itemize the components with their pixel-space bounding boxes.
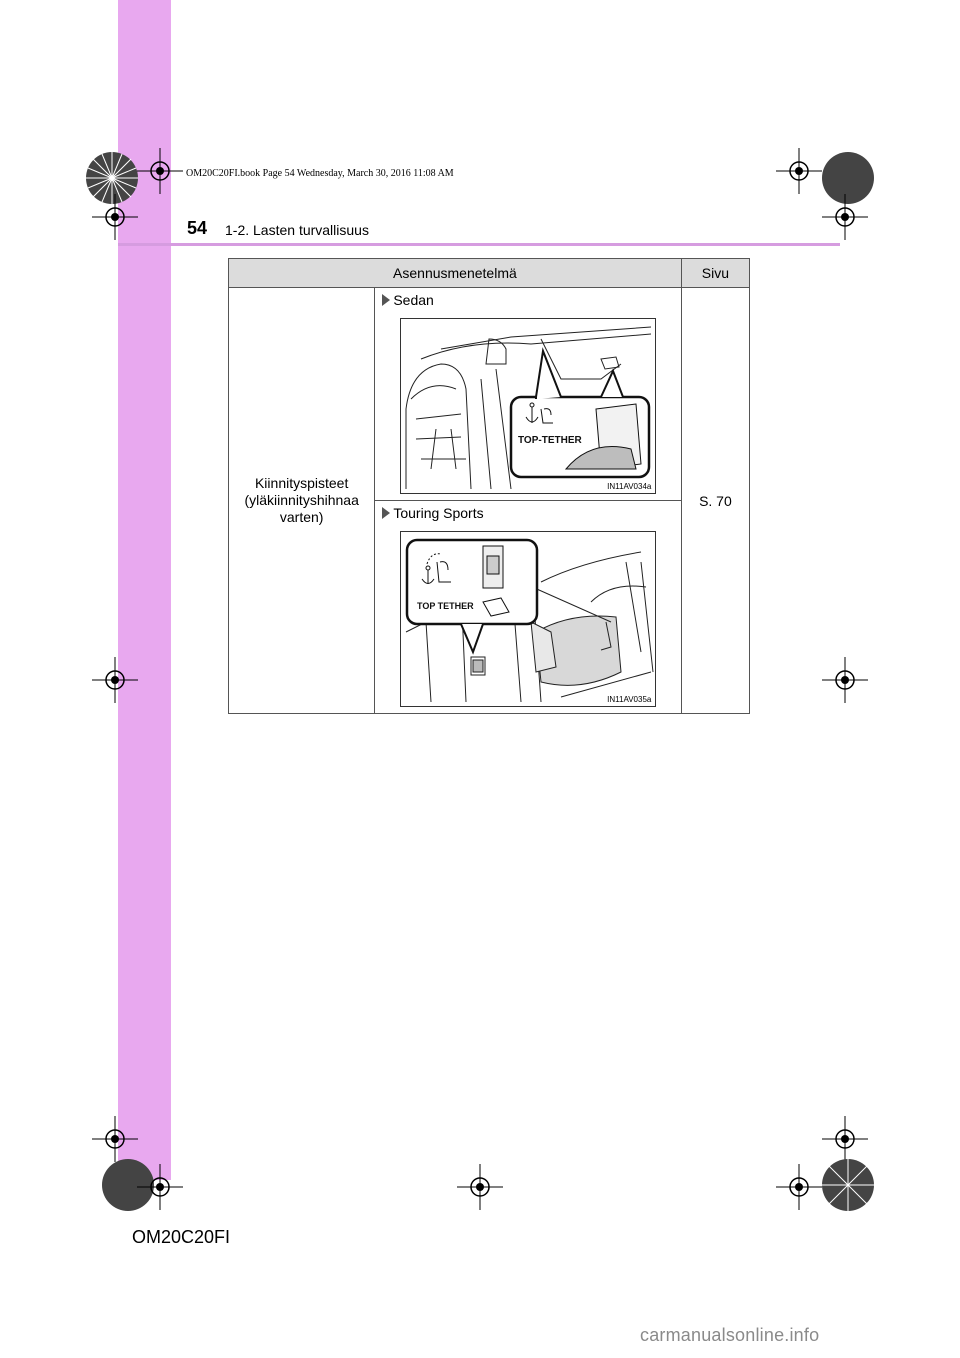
row-label: Kiinnityspisteet (yläkiinnityshihnaa varten) xyxy=(229,288,375,714)
crosshair-mark-icon xyxy=(822,657,868,703)
bullet-arrow-icon xyxy=(382,294,390,306)
crosshair-mark-icon xyxy=(776,1164,822,1210)
chapter-title: 1-2. Lasten turvallisuus xyxy=(225,222,369,238)
sedan-illustration xyxy=(400,318,656,494)
touring-figure-code: IN11AV035a xyxy=(607,695,652,704)
variant-touring-heading: Touring Sports xyxy=(375,501,680,523)
site-watermark: carmanualsonline.info xyxy=(640,1325,820,1345)
page-number: 54 xyxy=(187,218,208,238)
crosshair-mark-icon xyxy=(137,1164,183,1210)
header-rule xyxy=(118,243,840,246)
variant-sedan-cell xyxy=(375,288,681,501)
column-header-page: Sivu xyxy=(681,259,749,288)
registration-mark-icon xyxy=(820,1157,876,1213)
installation-method-table xyxy=(228,258,750,714)
variant-touring-cell xyxy=(375,501,681,714)
crosshair-mark-icon xyxy=(92,194,138,240)
crosshair-mark-icon xyxy=(137,148,183,194)
crosshair-mark-icon xyxy=(457,1164,503,1210)
table-header-row xyxy=(229,259,750,288)
column-header-method: Asennusmenetelmä xyxy=(229,259,682,288)
crosshair-mark-icon xyxy=(92,1116,138,1162)
bullet-arrow-icon xyxy=(382,507,390,519)
print-book-info: OM20C20FI.book Page 54 Wednesday, March 30, 2016 11:08 AM xyxy=(186,168,454,179)
touring-sports-illustration xyxy=(400,531,656,707)
crosshair-mark-icon xyxy=(776,148,822,194)
sedan-callout-label: TOP-TETHER xyxy=(518,435,583,446)
crosshair-mark-icon xyxy=(822,194,868,240)
table-row xyxy=(229,288,750,501)
variant-sedan-heading: Sedan xyxy=(375,288,680,310)
manual-code: OM20C20FI xyxy=(132,1227,231,1247)
touring-callout-label: TOP TETHER xyxy=(417,601,475,611)
crosshair-mark-icon xyxy=(822,1116,868,1162)
crosshair-mark-icon xyxy=(92,657,138,703)
sedan-figure-code: IN11AV034a xyxy=(607,482,652,491)
page-reference: S. 70 xyxy=(681,288,749,714)
